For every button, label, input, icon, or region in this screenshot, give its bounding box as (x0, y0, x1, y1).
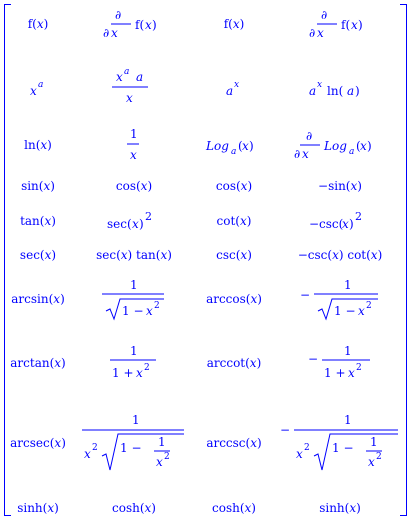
svg-text:x: x (302, 147, 309, 161)
matrix-cell-r1-c3: f(x) (223, 17, 245, 31)
matrix-cell-r9-c4 (280, 412, 400, 474)
svg-text:(: ( (356, 139, 361, 153)
svg-text:a: a (38, 80, 44, 90)
matrix-cell-r5-c1: tan(x) (20, 214, 56, 228)
svg-text:): ) (249, 139, 254, 153)
svg-text:2: 2 (355, 210, 362, 223)
matrix-cell-r2-c3 (224, 77, 244, 99)
matrix-cell-r2-c1 (28, 77, 48, 99)
matrix-cell-r4-c1: sin(x) (21, 179, 55, 193)
svg-text:2: 2 (356, 363, 362, 373)
matrix-cell-r10-c4: sinh(x) (319, 501, 361, 515)
svg-text:2: 2 (366, 301, 372, 311)
matrix-cell-r3-c2 (127, 125, 141, 165)
svg-text:Log: Log (206, 139, 229, 153)
matrix-cell-r4-c3: cos(x) (215, 179, 253, 193)
matrix-cell-r9-c3: arccsc(x) (206, 436, 262, 450)
svg-text:∂: ∂ (309, 26, 316, 40)
matrix-cell-r7-c4 (300, 277, 380, 321)
matrix-cell-r1-c2 (103, 7, 159, 41)
svg-text:∂: ∂ (321, 8, 328, 22)
svg-text:a: a (124, 67, 130, 77)
svg-text:f(: f( (341, 18, 351, 32)
svg-text:): ) (152, 18, 157, 32)
matrix-cell-r4-c4: −sin(x) (318, 179, 362, 193)
svg-text:1: 1 (130, 344, 138, 358)
svg-text:x: x (84, 447, 91, 461)
svg-text:2: 2 (164, 452, 170, 462)
svg-text:1: 1 (132, 413, 140, 427)
svg-text:): ) (139, 217, 144, 231)
svg-text:−: − (308, 352, 319, 366)
matrix-cell-r3-c3 (206, 134, 262, 156)
matrix-cell-r6-c4: −csc(x) cot(x) (297, 248, 383, 262)
matrix-cell-r2-c2 (112, 68, 156, 108)
svg-text:1 +: 1 + (112, 366, 134, 380)
svg-text:x: x (111, 26, 118, 40)
svg-text:2: 2 (145, 210, 152, 223)
svg-text:x: x (368, 455, 375, 469)
svg-text:x: x (146, 304, 153, 318)
svg-text:1: 1 (344, 278, 352, 292)
svg-text:x: x (234, 80, 240, 90)
svg-text:f(: f( (135, 18, 145, 32)
svg-text:2: 2 (144, 363, 150, 373)
matrix-cell-r5-c4 (309, 210, 371, 232)
matrix-cell-r5-c2 (107, 210, 161, 232)
svg-text:2: 2 (154, 301, 160, 311)
svg-text:a: a (349, 147, 355, 157)
matrix-cell-r1-c1: f(x) (27, 17, 49, 31)
svg-text:2: 2 (304, 443, 310, 453)
matrix-cell-r6-c3: csc(x) (216, 248, 252, 262)
svg-text:1: 1 (130, 278, 138, 292)
svg-text:x: x (351, 18, 358, 32)
svg-text:1: 1 (130, 127, 138, 141)
svg-text:x: x (116, 70, 123, 84)
svg-text:(: ( (238, 139, 243, 153)
svg-text:1 +: 1 + (324, 366, 346, 380)
svg-text:∂: ∂ (294, 147, 301, 161)
svg-text:1 −: 1 − (334, 304, 356, 318)
matrix-cell-r8-c3: arccot(x) (206, 356, 262, 370)
svg-text:1: 1 (158, 435, 166, 449)
svg-text:x: x (242, 139, 249, 153)
svg-text:1: 1 (370, 435, 378, 449)
right-matrix-bracket (400, 4, 407, 516)
matrix-cell-r3-c1: ln(x) (24, 138, 52, 152)
matrix-cell-r1-c4 (309, 7, 365, 41)
svg-text:1: 1 (344, 413, 352, 427)
svg-text:Log: Log (324, 139, 347, 153)
matrix-cell-r5-c3: cot(x) (216, 214, 252, 228)
matrix-cell-r4-c2: cos(x) (115, 179, 153, 193)
matrix-cell-r9-c2 (82, 412, 186, 474)
svg-text:x: x (130, 148, 137, 162)
matrix-cell-r9-c1: arcsec(x) (10, 436, 66, 450)
matrix-cell-r2-c4 (309, 77, 371, 99)
svg-text:x: x (348, 366, 355, 380)
svg-text:a: a (231, 147, 237, 157)
matrix-cell-r8-c2 (110, 343, 158, 383)
svg-text:x: x (296, 447, 303, 461)
svg-text:): ) (367, 139, 372, 153)
matrix-cell-r8-c1: arctan(x) (10, 356, 66, 370)
matrix-cell-r8-c4 (308, 343, 372, 383)
svg-text:x: x (136, 366, 143, 380)
matrix-cell-r6-c2: sec(x) tan(x) (96, 248, 172, 262)
svg-text:∂: ∂ (115, 8, 122, 22)
svg-text:x: x (30, 84, 37, 98)
svg-text:∂: ∂ (306, 129, 313, 143)
svg-text:1 −: 1 − (122, 304, 144, 318)
svg-text:a: a (226, 84, 234, 98)
matrix-cell-r7-c2 (102, 277, 166, 321)
svg-text:2: 2 (92, 443, 98, 453)
svg-text:1: 1 (344, 344, 352, 358)
svg-text:): ) (349, 217, 354, 231)
svg-text:2: 2 (376, 452, 382, 462)
svg-text:x: x (360, 139, 367, 153)
svg-text:x: x (317, 80, 323, 90)
matrix-cell-r10-c3: cosh(x) (212, 501, 256, 515)
svg-text:∂: ∂ (103, 26, 110, 40)
svg-text:ln(: ln( (327, 84, 344, 98)
svg-text:a: a (347, 84, 355, 98)
svg-text:x: x (317, 26, 324, 40)
svg-text:x: x (126, 91, 133, 105)
svg-text:x: x (145, 18, 152, 32)
matrix-cell-r3-c4 (294, 128, 380, 162)
matrix-cell-r10-c1: sinh(x) (17, 501, 59, 515)
svg-text:−: − (300, 288, 311, 302)
svg-text:−: − (280, 423, 291, 437)
matrix-cell-r6-c1: sec(x) (19, 248, 57, 262)
svg-text:1 −: 1 − (332, 441, 354, 455)
svg-text:x: x (132, 217, 139, 231)
svg-text:a: a (136, 70, 144, 84)
svg-text:−csc(: −csc( (309, 217, 344, 231)
svg-text:x: x (342, 217, 349, 231)
svg-text:): ) (355, 84, 360, 98)
svg-text:): ) (358, 18, 363, 32)
svg-text:a: a (309, 84, 317, 98)
svg-text:x: x (358, 304, 365, 318)
matrix-cell-r7-c3: arccos(x) (206, 292, 262, 306)
svg-text:x: x (156, 455, 163, 469)
svg-text:1 −: 1 − (120, 441, 142, 455)
svg-text:sec(: sec( (107, 217, 132, 231)
matrix-cell-r10-c2: cosh(x) (112, 501, 156, 515)
matrix-cell-r7-c1: arcsin(x) (11, 292, 65, 306)
